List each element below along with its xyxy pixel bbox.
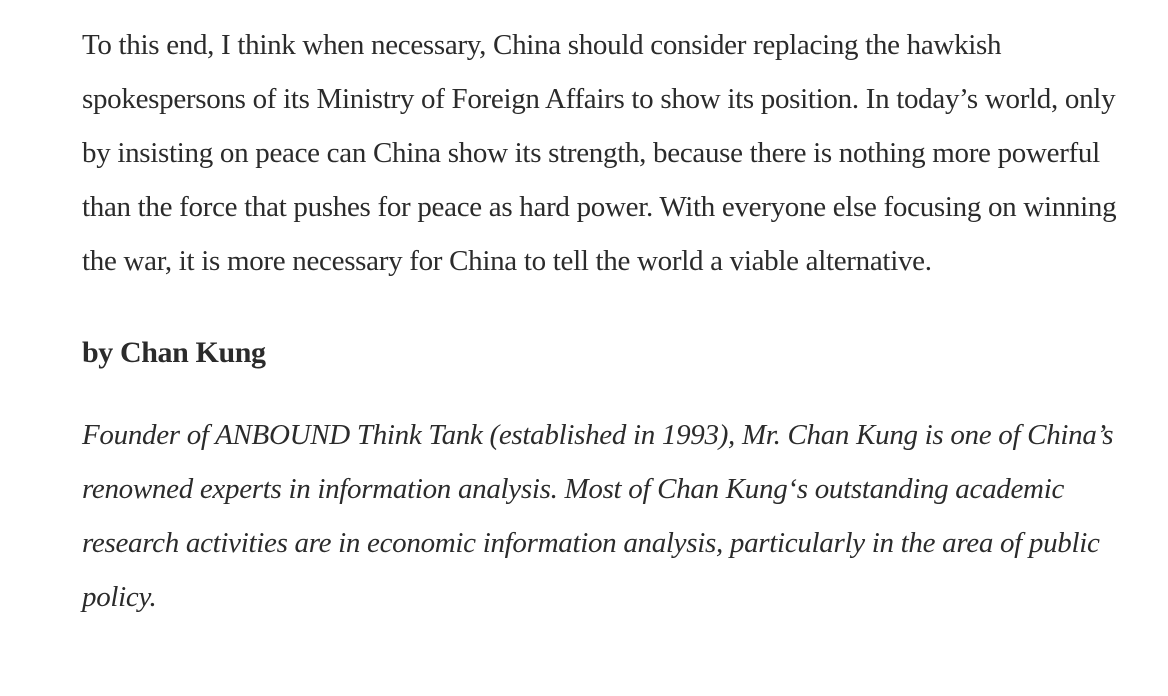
article-paragraph: To this end, I think when necessary, China should consider replacing the hawkish spokespersons of its Ministry of Foreign Affairs to show its position. In today’s world, only by insisting on peace can China show its strength, because there is nothing more powerful than the force that pushes for peace as hard power. With everyone else focusing on winning the war, it is more necessary for China to tell the world a viable alternative. [82,29,1117,277]
author-byline: by Chan Kung [82,336,266,369]
article-body [82,18,1132,624]
author-bio: Founder of ANBOUND Think Tank (established in 1993), Mr. Chan Kung is one of China’s renowned experts in information analysis. Most of Chan Kung‘s outstanding academic research activities are in economic information analysis, particularly in the area of public policy. [82,419,1114,613]
